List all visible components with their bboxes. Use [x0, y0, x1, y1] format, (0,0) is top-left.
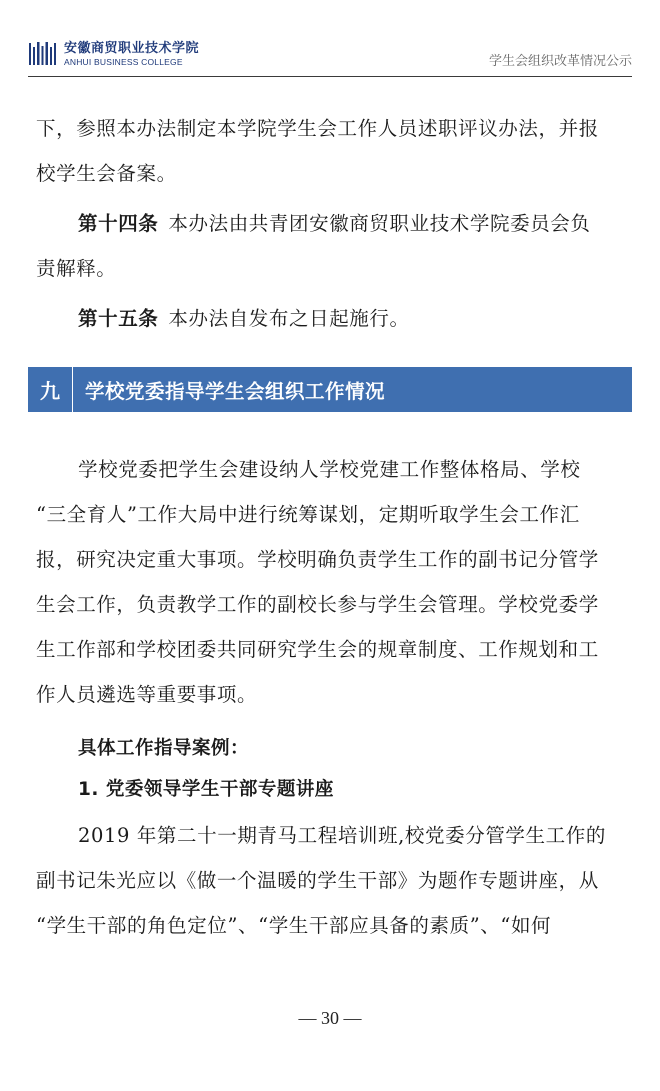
body-line: 生工作部和学校团委共同研究学生会的规章制度、工作规划和工	[36, 638, 599, 661]
logo-english-name: ANHUI BUSINESS COLLEGE	[64, 56, 183, 67]
section-number: 九	[28, 367, 73, 412]
paragraph-line: 校学生会备案。	[36, 162, 177, 185]
article-15	[78, 296, 626, 341]
section-title: 学校党委指导学生会组织工作情况	[85, 379, 386, 403]
college-logo	[28, 40, 199, 68]
paragraph-line: 下，参照本办法制定本学院学生会工作人员述职评议办法，并报	[36, 117, 599, 140]
page-number: — 30 —	[298, 1008, 362, 1028]
case-text-line: “学生干部的角色定位”、“学生干部应具备的素质”、“如何	[36, 914, 552, 937]
article-15-text: 本办法自发布之日起施行。	[168, 307, 410, 330]
logo-chinese-name: 安徽商贸职业技术学院	[64, 40, 200, 56]
college-logo-icon	[28, 41, 58, 67]
case-text-line: 2019 年第二十一期青马工程培训班,校党委分管学生工作的	[78, 824, 606, 847]
section-heading-bar	[28, 367, 632, 412]
body-line: “三全育人”工作大局中进行统筹谋划，定期听取学生会工作汇	[36, 503, 580, 526]
document-title: 学生会组织改革情况公示	[488, 54, 632, 69]
article-14	[78, 201, 626, 246]
body-line: 报，研究决定重大事项。学校明确负责学生工作的副书记分管学	[36, 548, 599, 571]
page-header	[28, 36, 632, 77]
body-line: 生会工作，负责教学工作的副校长参与学生会管理。学校党委学	[36, 593, 599, 616]
cases-heading: 具体工作指导案例：	[78, 738, 250, 759]
article-15-label: 第十五条	[78, 307, 159, 330]
paragraph-line: 责解释。	[36, 257, 117, 280]
article-14-label: 第十四条	[78, 212, 159, 235]
case-1-heading: 1. 党委领导学生干部专题讲座	[78, 779, 334, 800]
body-line: 作人员遴选等重要事项。	[36, 683, 258, 706]
article-14-text: 本办法由共青团安徽商贸职业技术学院委员会负	[168, 212, 591, 235]
case-text-line: 副书记朱光应以《做一个温暖的学生干部》为题作专题讲座，从	[36, 869, 599, 892]
body-line: 学校党委把学生会建设纳人学校党建工作整体格局、学校	[78, 458, 581, 481]
